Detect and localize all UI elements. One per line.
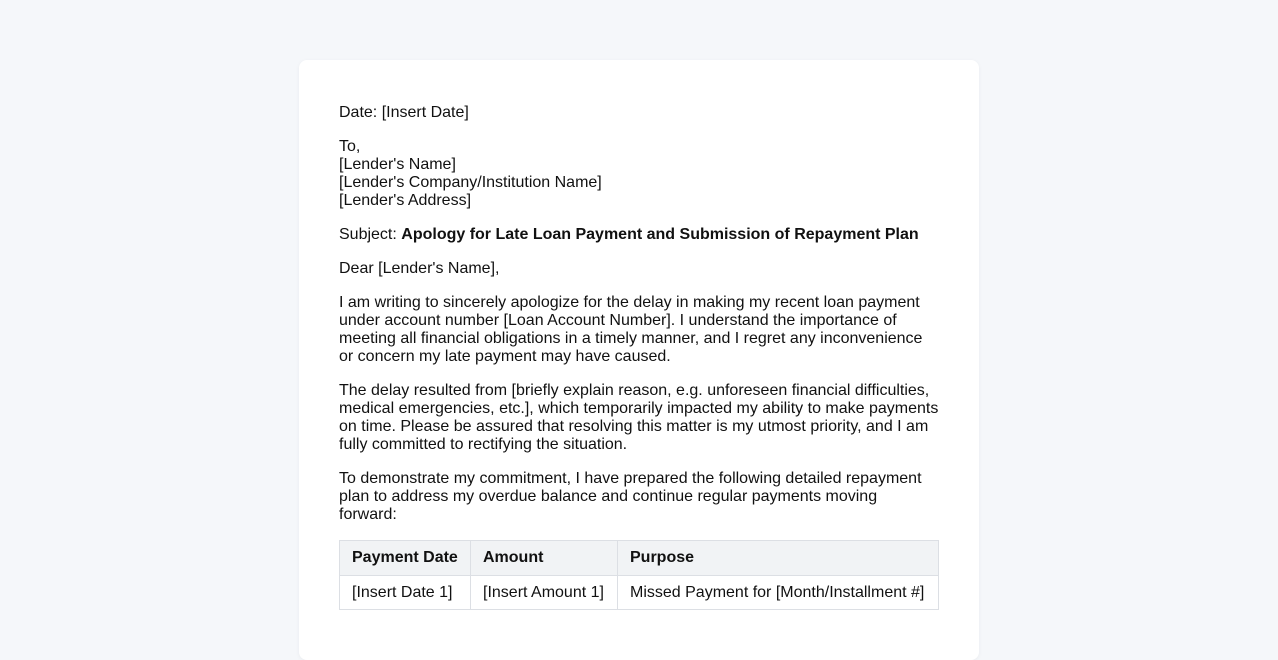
letter-date: Date: [Insert Date] [339,104,469,121]
recipient-company: [Lender's Company/Institution Name] [339,174,602,191]
subject-prefix: Subject: [339,226,402,243]
recipient-address: [Lender's Address] [339,192,472,209]
subject-text: Apology for Late Loan Payment and Submission of Repayment Plan [401,226,919,243]
subject-line [339,226,939,244]
recipient-block [339,138,939,210]
recipient-name: [Lender's Name] [339,156,456,173]
recipient-to: To, [339,138,361,155]
header-amount: Amount [471,541,618,576]
paragraph-commitment: To demonstrate my commitment, I have prepared the following detailed repayment plan to address my overdue balance and continue regular payments moving forward: [339,470,922,523]
paragraph-apology: I am writing to sincerely apologize for the delay in making my recent loan payment under account number [Loan Account Number]. I understand the importance of meeting all financial obligations in a timely manner, and I regret any inconvenience or concern my late payment may have caused. [339,294,923,365]
header-payment-date: Payment Date [340,541,471,576]
cell-payment-date: [Insert Date 1] [340,576,471,610]
repayment-plan-table [339,540,939,610]
cell-amount: [Insert Amount 1] [471,576,618,610]
cell-purpose: Missed Payment for [Month/Installment #] [618,576,939,610]
salutation: Dear [Lender's Name], [339,260,500,277]
paragraph-reason: The delay resulted from [briefly explain reason, e.g. unforeseen financial difficulties, medical emergencies, etc.], which temporarily impacted my ability to make payments on time. Please be assured that resolving this matter is my utmost priority, and I am fully committed to rectifying the situation. [339,382,939,453]
table-header-row [340,541,939,576]
table-row [340,576,939,610]
header-purpose: Purpose [618,541,939,576]
letter-document [299,60,979,660]
